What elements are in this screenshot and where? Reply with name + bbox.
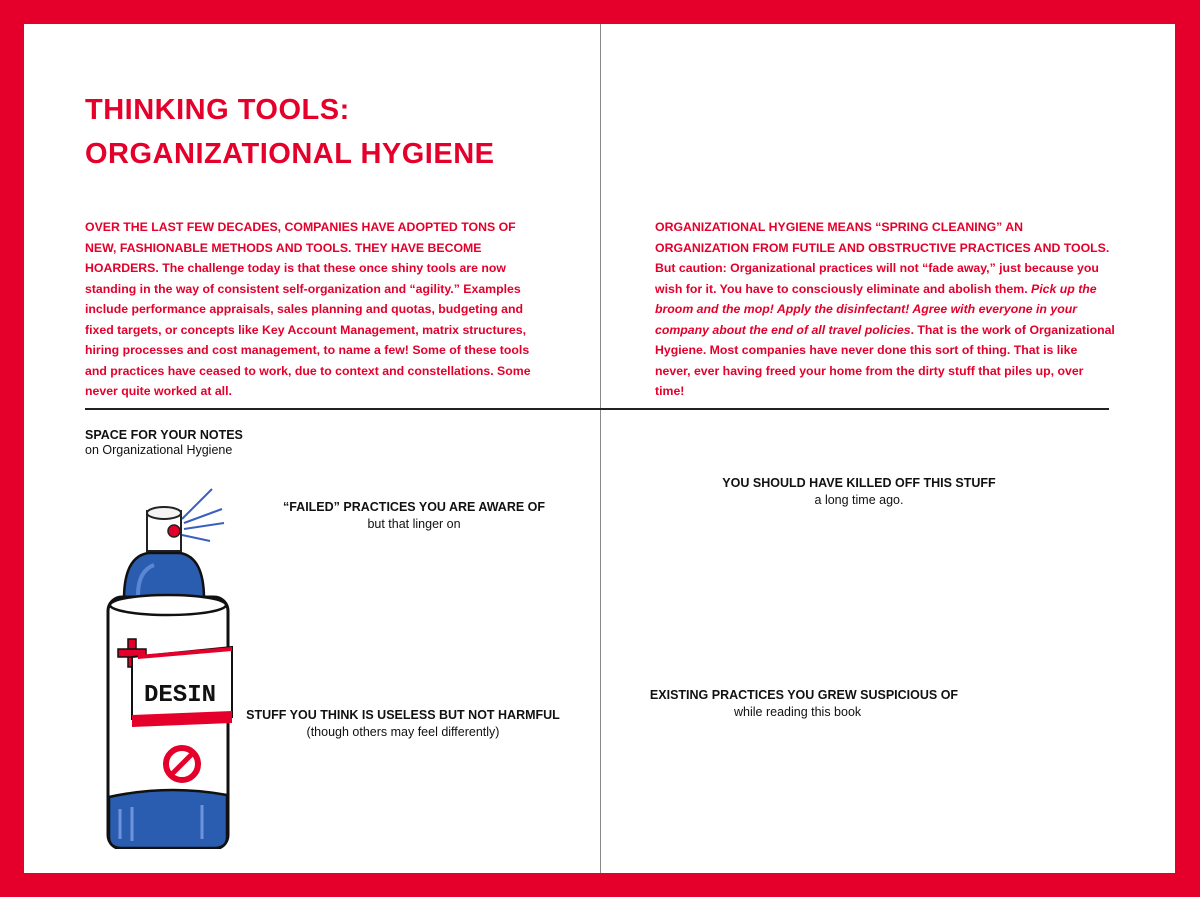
intro-paragraph-left bbox=[85, 217, 550, 402]
blue-cap bbox=[124, 553, 204, 599]
intro-right-italic: Pick up the broom and the mop! Apply the disinfectant! Agree with everyone in your company about the end of all travel policies bbox=[655, 281, 1097, 337]
title-line-1: THINKING TOOLS: bbox=[85, 94, 350, 126]
notes-heading bbox=[85, 428, 243, 458]
prompt-failed-sub: but that linger on bbox=[367, 517, 461, 531]
intro-right-lead: ORGANIZATIONAL HYGIENE MEANS “SPRING CLEANING” AN ORGANIZATION FROM FUTILE AND OBSTRUCTIVE PRACTICES AND TOOLS. bbox=[655, 220, 1110, 255]
book-spread bbox=[24, 24, 1175, 873]
prohibited-icon bbox=[166, 748, 198, 780]
title-line-2: ORGANIZATIONAL HYGIENE bbox=[85, 138, 495, 170]
section-divider bbox=[85, 408, 1109, 410]
can-bottom-band bbox=[109, 790, 227, 848]
spray-lines bbox=[182, 489, 224, 541]
notes-heading-sub: on Organizational Hygiene bbox=[85, 443, 233, 457]
book-spine bbox=[600, 24, 601, 873]
prompt-suspicious-practices bbox=[639, 687, 969, 721]
disinfectant-spray-can-illustration bbox=[72, 479, 262, 849]
notes-heading-title: SPACE FOR YOUR NOTES bbox=[85, 428, 243, 442]
prompt-failed-heading: “FAILED” PRACTICES YOU ARE AWARE OF bbox=[282, 500, 546, 514]
prompt-useless-heading: STUFF YOU THINK IS USELESS BUT NOT HARMFUL bbox=[246, 708, 560, 722]
nozzle-cap bbox=[147, 507, 181, 551]
intro-left-body: The challenge today is that these once shiny tools are now standing in the way of consistent self-organization and “agility.” Examples include performance appraisals, sales planning and quotas, budgeting and fixed targets, or concepts like Key Account Management, matrix structures, hiring processes and cost management, to name a few! Some of these tools and practices have ceased to work, due to context and constellations. Some never quite worked at all. bbox=[85, 261, 531, 398]
prompt-failed-practices bbox=[264, 499, 564, 533]
prompt-killed-sub: a long time ago. bbox=[814, 493, 904, 507]
intro-paragraph-right bbox=[655, 217, 1115, 402]
prompt-useless-sub: (though others may feel differently) bbox=[306, 725, 500, 739]
page-title bbox=[85, 88, 495, 176]
prompt-killed-heading: YOU SHOULD HAVE KILLED OFF THIS STUFF bbox=[722, 476, 996, 490]
intro-right-body-2: . That is the work of Organizational Hygiene. Most companies have never done this sort of thing. That is like never, ever having freed your home from the dirty stuff that piles up, over time! bbox=[655, 322, 1115, 398]
prompt-useless-stuff bbox=[218, 707, 588, 741]
can-label-text: DESIN bbox=[144, 682, 217, 709]
intro-left-lead: OVER THE LAST FEW DECADES, COMPANIES HAVE ADOPTED TONS OF NEW, FASHIONABLE METHODS AND TOOLS. THEY HAVE BECOME HOARDERS. bbox=[85, 220, 516, 275]
prompt-suspicious-sub: while reading this book bbox=[734, 705, 862, 719]
prompt-killed-off bbox=[694, 475, 1024, 509]
intro-right-body-1: But caution: Organizational practices will not “fade away,” just because you wish for it. You have to consciously eliminate and abolish them. bbox=[655, 261, 1099, 296]
can-label bbox=[132, 647, 232, 727]
prompt-suspicious-heading: EXISTING PRACTICES YOU GREW SUSPICIOUS OF bbox=[649, 688, 959, 702]
